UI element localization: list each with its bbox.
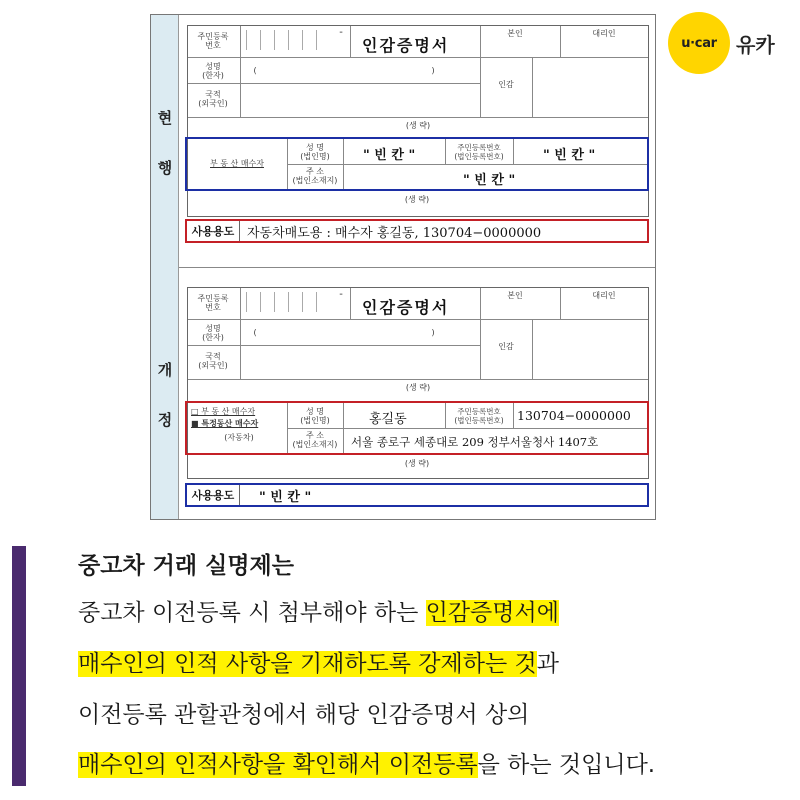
name-row	[188, 58, 480, 84]
reg-dash: -	[339, 27, 343, 38]
reg-no-label: 주민등록 번호	[197, 32, 229, 50]
paren-close: )	[431, 328, 435, 337]
current-section-label	[151, 15, 179, 267]
line2-plain: 과	[536, 651, 559, 677]
buyer-address: 서울 종로구 세종대로 209 정부서울청사 1407호	[351, 435, 599, 449]
caption-line-3: 이전등록 관할관청에서 해당 인감증명서 상의	[78, 702, 530, 728]
revised-section-label	[151, 267, 179, 519]
nationality-row	[188, 346, 648, 380]
name-row	[188, 320, 480, 346]
name-hanja-label: 성명 (한자)	[202, 62, 224, 80]
name-label: 성 명 (법인명)	[300, 407, 330, 425]
seal-label: 인감	[498, 342, 514, 351]
reg-row	[188, 26, 648, 58]
resident-no-label: 주민등록번호 (법인등록번호)	[454, 407, 504, 425]
buyer-box	[185, 401, 649, 455]
label-bottom: 행	[157, 159, 173, 177]
revised-section	[151, 267, 655, 519]
omit-2: (생 략)	[404, 195, 430, 204]
line2-highlight: 매수인의 인적 사항을 기재하도록 강제하는 것	[78, 651, 537, 677]
logo-name: 유카	[736, 32, 775, 57]
use-box	[185, 483, 649, 507]
buyer-realestate-label: 부 동 산 매수자	[210, 159, 264, 168]
address-blank: " 빈 칸 "	[463, 173, 516, 188]
logo-mark: u·car	[668, 12, 730, 74]
use-label: 사용용도	[187, 221, 240, 241]
label-top: 현	[157, 109, 173, 127]
address-label: 주 소 (법인소재지)	[292, 167, 338, 185]
reg-dash: -	[339, 289, 343, 300]
line1-plain: 중고차 이전등록 시 첨부해야 하는	[78, 600, 426, 626]
agent-label: 대리인	[592, 29, 616, 38]
self-label: 본인	[507, 29, 523, 38]
nationality-row	[188, 84, 648, 118]
omit-1: (생 략)	[405, 121, 431, 130]
reg-no-label: 주민등록 번호	[197, 294, 229, 312]
caption-line-4	[78, 746, 655, 779]
reg-row	[188, 288, 648, 320]
opt-realestate: □ 부 동 산 매수자	[191, 407, 256, 416]
opt-specific: ■ 특정동산 매수자	[191, 419, 259, 428]
paren-open: (	[253, 66, 257, 75]
caption-line-1	[78, 594, 559, 627]
accent-bar	[12, 546, 26, 786]
line1-highlight: 인감증명서에	[425, 600, 559, 626]
opt-car: (자동차)	[224, 433, 254, 442]
resident-no-blank: " 빈 칸 "	[543, 148, 596, 163]
buyer-box	[185, 137, 649, 191]
nationality-label: 국적 (외국인)	[198, 90, 228, 108]
ucar-logo	[668, 12, 775, 74]
use-text: 자동차매도용 : 매수자 홍길동, 130704−0000000	[247, 225, 542, 241]
line4-plain: 을 하는 것입니다.	[477, 752, 656, 778]
omit-2: (생 략)	[404, 459, 430, 468]
seal-certificate-figure	[150, 14, 656, 520]
label-bottom: 정	[157, 411, 173, 429]
omit-1: (생 략)	[405, 383, 431, 392]
paren-close: )	[431, 66, 435, 75]
caption-line-2	[78, 645, 559, 678]
paren-open: (	[253, 328, 257, 337]
name-blank: " 빈 칸 "	[363, 148, 416, 163]
buyer-resident-no: 130704−0000000	[517, 408, 631, 423]
cert-title: 인감증명서	[362, 36, 450, 55]
agent-label: 대리인	[592, 291, 616, 300]
current-section	[151, 15, 655, 268]
name-label: 성 명 (법인명)	[300, 143, 330, 161]
seal-label: 인감	[498, 80, 514, 89]
caption-title: 중고차 거래 실명제는	[78, 553, 294, 579]
buyer-name: 홍길동	[369, 412, 407, 427]
resident-no-label: 주민등록번호 (법인등록번호)	[454, 143, 504, 161]
cert-title: 인감증명서	[362, 298, 450, 317]
use-blank: " 빈 칸 "	[259, 489, 312, 505]
nationality-label: 국적 (외국인)	[198, 352, 228, 370]
address-label: 주 소 (법인소재지)	[292, 431, 338, 449]
name-hanja-label: 성명 (한자)	[202, 324, 224, 342]
label-top: 개	[157, 361, 173, 379]
line4-highlight: 매수인의 인적사항을 확인해서 이전등록	[78, 752, 478, 778]
use-box	[185, 219, 649, 243]
use-label: 사용용도	[187, 485, 240, 505]
self-label: 본인	[507, 291, 523, 300]
